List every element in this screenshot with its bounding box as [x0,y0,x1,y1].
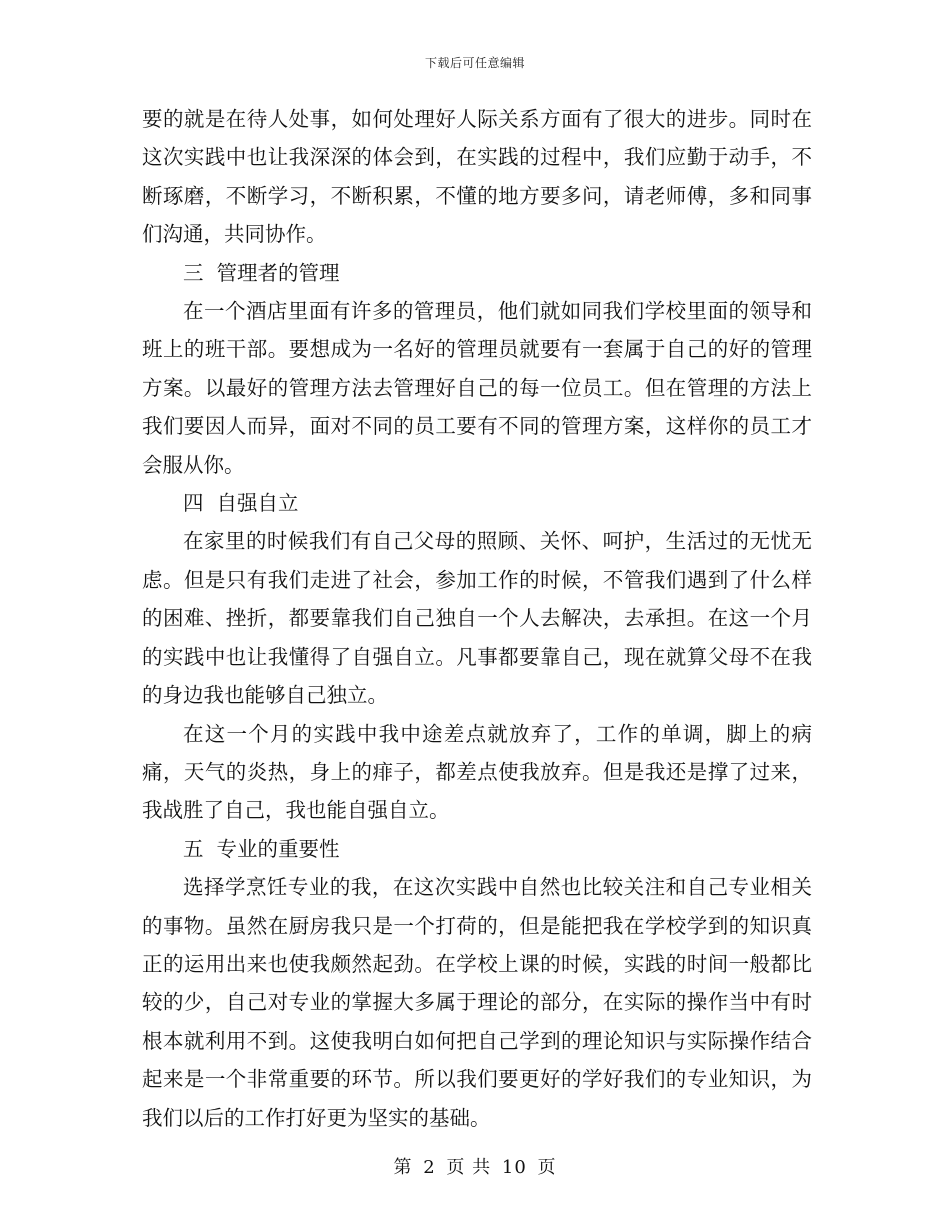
footer-middle: 页 共 [446,1157,492,1178]
paragraph-self-reliance-2: 在这一个月的实践中我中途差点就放弃了，工作的单调，脚上的病痛，天气的炎热，身上的痱子，都差点使我放弃。但是我还是撑了过来，我战胜了自己，我也能自强自立。 [142,721,812,823]
paragraph-management: 在一个酒店里面有许多的管理员，他们就如同我们学校里面的领导和班上的班干部。要想成为一名好的管理员就要有一套属于自己的好的管理方案。以最好的管理方法去管理好自己的每一位员工。但在管理的方法上我们要因人而异，面对不同的员工要有不同的管理方案，这样你的员工才会服从你。 [142,299,812,477]
section-heading-5: 五 专业的重要性 [183,836,340,861]
footer-prefix: 第 [393,1157,413,1178]
footer-page-number: 2 [423,1157,436,1178]
section-heading-4: 四 自强自立 [183,491,299,516]
paragraph-self-reliance-1: 在家里的时候我们有自己父母的照顾、关怀、呵护，生活过的无忧无虑。但是只有我们走进了社会，参加工作的时候，不管我们遇到了什么样的困难、挫折，都要靠我们自己独自一个人去解决，去承担。在这一个月的实践中也让我懂得了自强自立。凡事都要靠自己，现在就算父母不在我的身边我也能够自己独立。 [142,529,812,708]
section-heading-3: 三 管理者的管理 [183,260,340,285]
paragraph-profession: 选择学烹饪专业的我，在这次实践中自然也比较关注和自己专业相关的事物。虽然在厨房我只是一个打荷的，但是能把我在学校学到的知识真正的运用出来也使我颇然起劲。在学校上课的时候，实践的时间一般都比较的少，自己对专业的掌握大多属于理论的部分，在实际的操作当中有时根本就利用不到。这使我明白如何把自己学到的理论知识与实际操作结合起来是一个非常重要的环节。所以我们要更好的学好我们的专业知识，为我们以后的工作打好更为坚实的基础。 [142,875,812,1130]
page-footer [0,1153,950,1179]
footer-suffix: 页 [537,1157,557,1178]
footer-total-pages: 10 [501,1157,527,1178]
document-body [142,100,812,1137]
page-header: 下载后可任意编辑 [424,56,525,70]
paragraph-continuation: 要的就是在待人处事，如何处理好人际关系方面有了很大的进步。同时在这次实践中也让我深深的体会到，在实践的过程中，我们应勤于动手，不断琢磨，不断学习，不断积累，不懂的地方要多问，请老师傅，多和同事们沟通，共同协作。 [142,107,812,247]
